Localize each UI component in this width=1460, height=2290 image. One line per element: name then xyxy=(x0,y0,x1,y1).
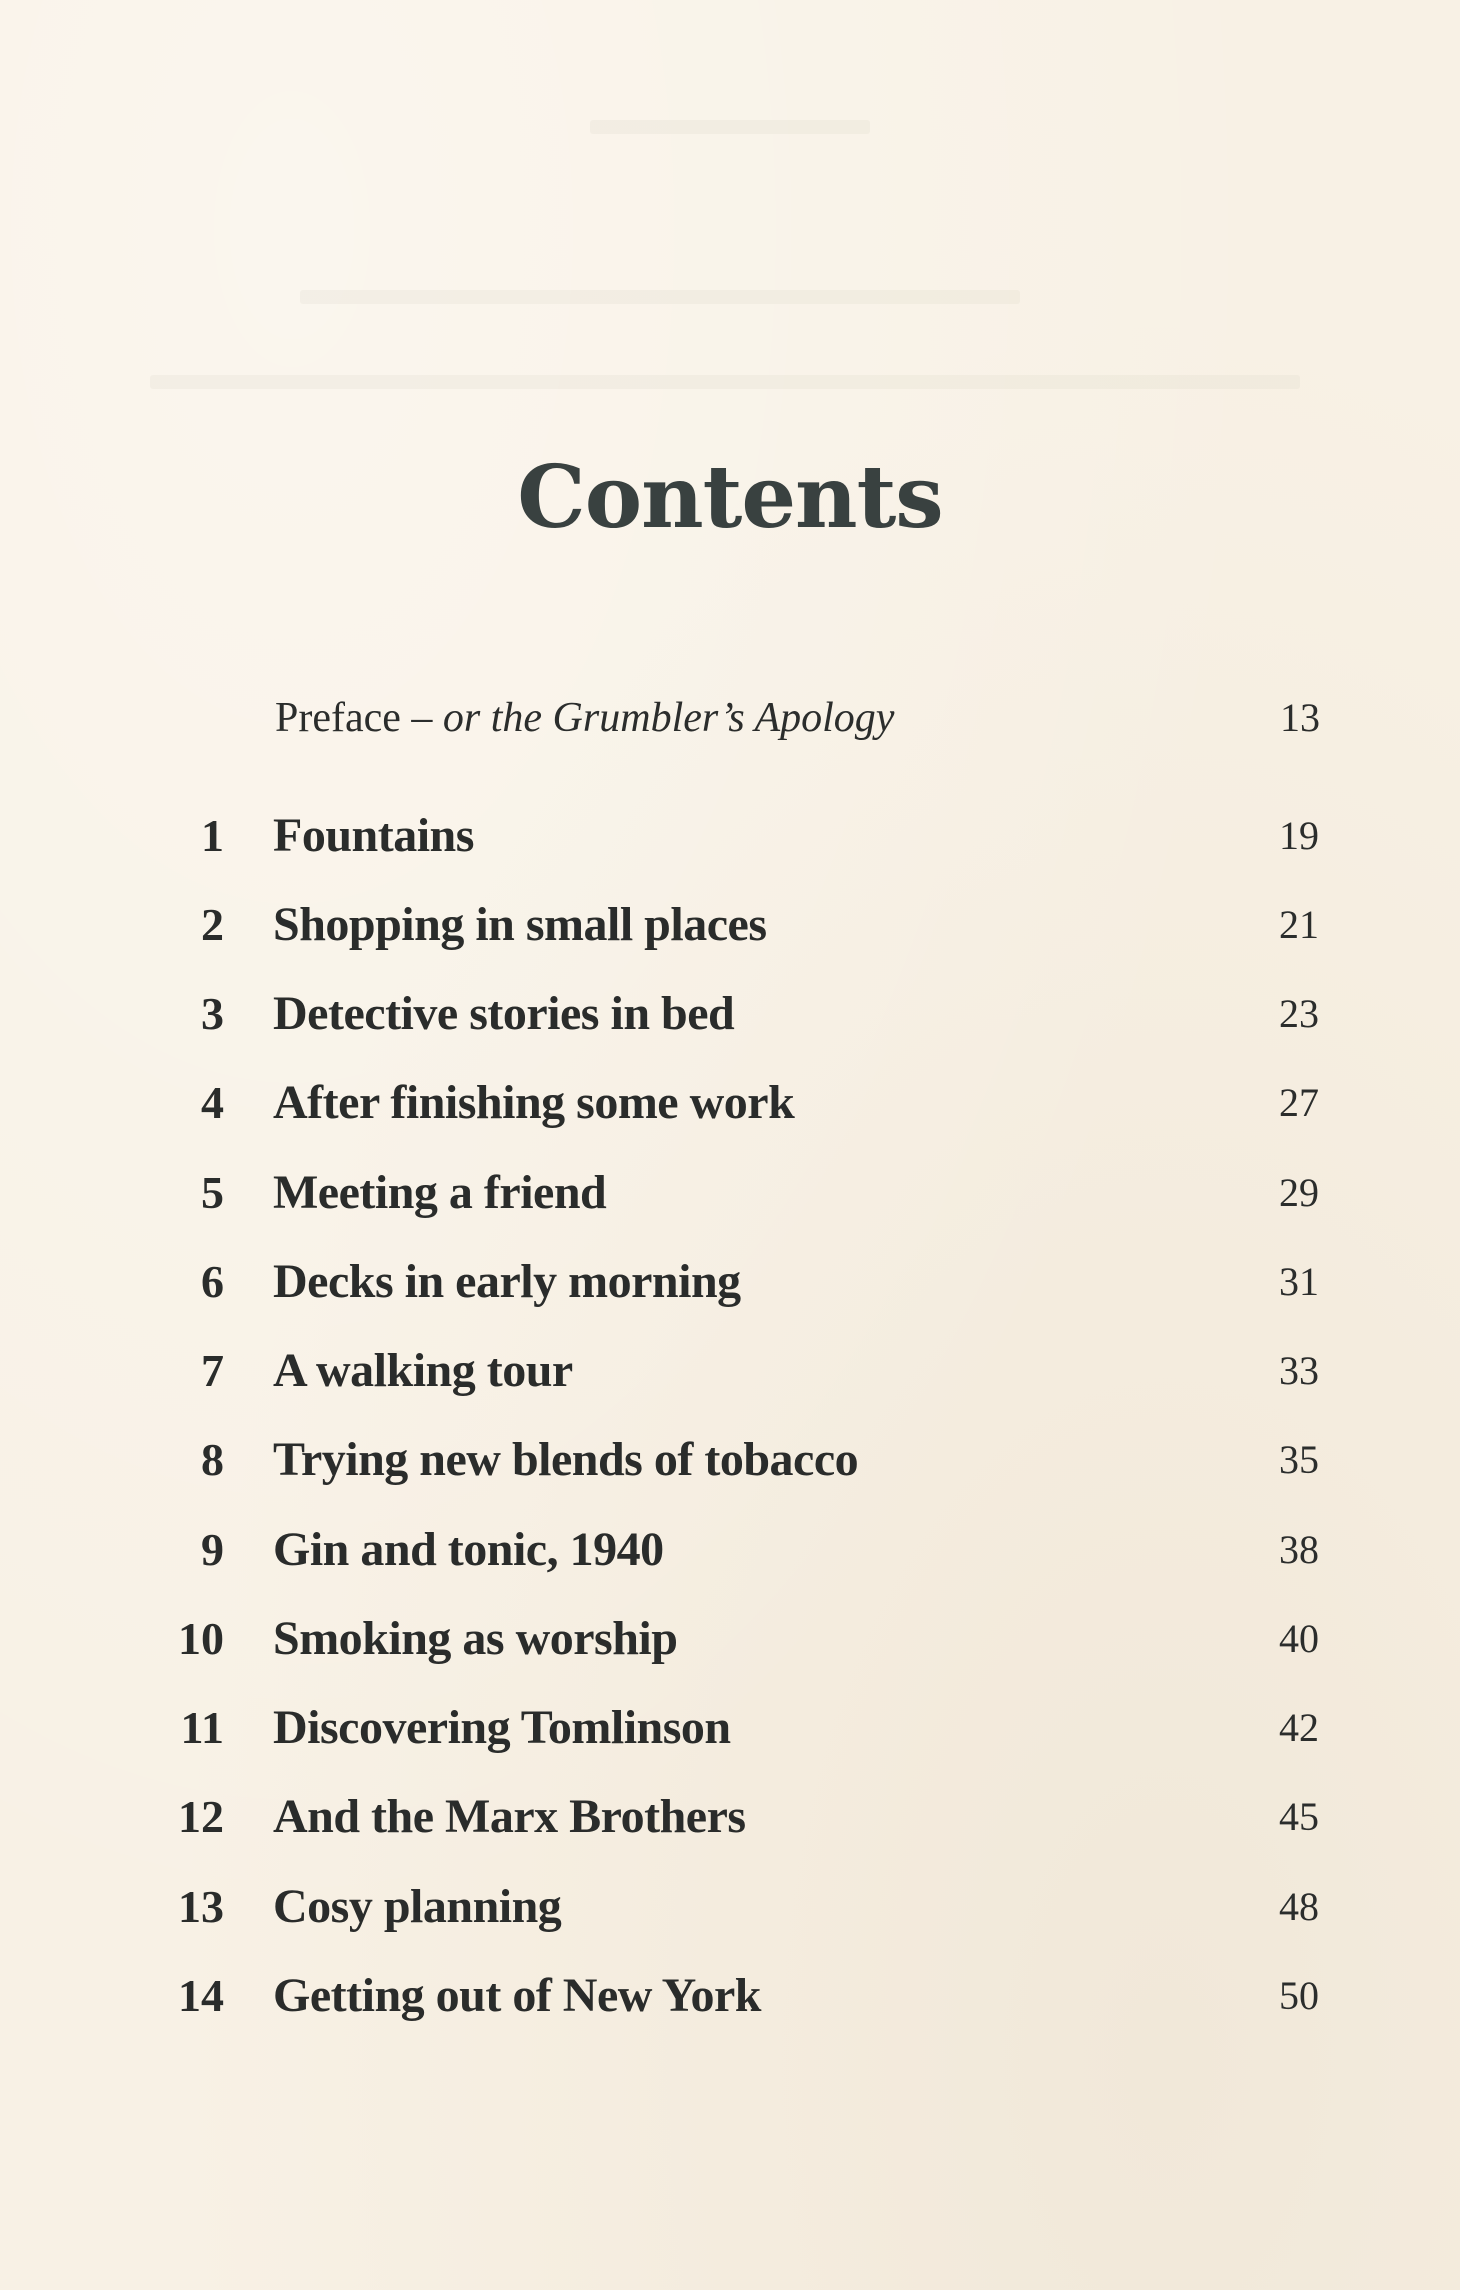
chapter-number: 2 xyxy=(201,899,224,950)
toc-entry[interactable] xyxy=(0,1787,1460,1847)
chapter-number: 13 xyxy=(178,1881,224,1932)
toc-entry[interactable] xyxy=(0,895,1460,955)
chapter-page-number: 23 xyxy=(1279,991,1319,1036)
chapter-number: 12 xyxy=(178,1791,224,1842)
chapter-page-number: 35 xyxy=(1279,1437,1319,1482)
toc-entry[interactable] xyxy=(0,1609,1460,1669)
chapter-number: 8 xyxy=(201,1434,224,1485)
show-through-line xyxy=(300,290,1020,304)
chapter-number: 6 xyxy=(201,1256,224,1307)
page-title: Contents xyxy=(517,447,943,548)
toc-entry[interactable] xyxy=(0,984,1460,1044)
chapter-title: Cosy planning xyxy=(273,1880,562,1933)
chapter-number: 10 xyxy=(178,1613,224,1664)
chapter-page-number: 48 xyxy=(1279,1884,1319,1929)
chapter-number: 5 xyxy=(201,1167,224,1218)
chapter-title: Discovering Tomlinson xyxy=(273,1701,731,1754)
toc-entry[interactable] xyxy=(0,1966,1460,2026)
toc-entry[interactable] xyxy=(0,1341,1460,1401)
toc-entry[interactable] xyxy=(0,1430,1460,1490)
chapter-title: Getting out of New York xyxy=(273,1969,761,2022)
chapter-page-number: 27 xyxy=(1279,1080,1319,1125)
chapter-page-number: 42 xyxy=(1279,1705,1319,1750)
show-through-line xyxy=(590,120,870,134)
chapter-title: Decks in early morning xyxy=(273,1255,741,1308)
chapter-page-number: 19 xyxy=(1279,813,1319,858)
chapter-title: Trying new blends of tobacco xyxy=(273,1433,859,1486)
chapter-title: Smoking as worship xyxy=(273,1612,678,1665)
chapter-page-number: 45 xyxy=(1279,1794,1319,1839)
chapter-title: Gin and tonic, 1940 xyxy=(273,1523,664,1576)
chapter-title: Meeting a friend xyxy=(273,1166,607,1219)
preface-label: Preface – xyxy=(275,695,443,741)
chapter-title: Fountains xyxy=(273,809,474,862)
preface-page-number: 13 xyxy=(1280,695,1320,740)
toc-preface-entry[interactable] xyxy=(275,688,1320,748)
preface-subtitle: or the Grumbler’s Apology xyxy=(442,695,895,741)
chapter-page-number: 29 xyxy=(1279,1170,1319,1215)
chapter-title: And the Marx Brothers xyxy=(273,1790,746,1843)
chapter-title: A walking tour xyxy=(273,1344,573,1397)
chapter-number: 3 xyxy=(201,988,224,1039)
chapter-page-number: 33 xyxy=(1279,1348,1319,1393)
chapter-number: 9 xyxy=(201,1524,224,1575)
toc-entry[interactable] xyxy=(0,806,1460,866)
show-through-line xyxy=(150,375,1300,389)
chapter-number: 7 xyxy=(201,1345,224,1396)
chapter-number: 14 xyxy=(178,1970,224,2021)
chapter-page-number: 50 xyxy=(1279,1973,1319,2018)
chapter-number: 11 xyxy=(180,1702,224,1753)
chapter-number: 4 xyxy=(201,1077,224,1128)
chapter-page-number: 31 xyxy=(1279,1259,1319,1304)
chapter-page-number: 21 xyxy=(1279,902,1319,947)
chapter-title: Detective stories in bed xyxy=(273,987,735,1040)
toc-entry[interactable] xyxy=(0,1520,1460,1580)
chapter-title: After finishing some work xyxy=(273,1076,795,1129)
toc-entry[interactable] xyxy=(0,1698,1460,1758)
toc-entry[interactable] xyxy=(0,1163,1460,1223)
chapter-page-number: 40 xyxy=(1279,1616,1319,1661)
toc-entry[interactable] xyxy=(0,1073,1460,1133)
chapter-title: Shopping in small places xyxy=(273,898,767,951)
toc-entry[interactable] xyxy=(0,1877,1460,1937)
chapter-number: 1 xyxy=(201,810,224,861)
toc-entry[interactable] xyxy=(0,1252,1460,1312)
chapter-page-number: 38 xyxy=(1279,1527,1319,1572)
